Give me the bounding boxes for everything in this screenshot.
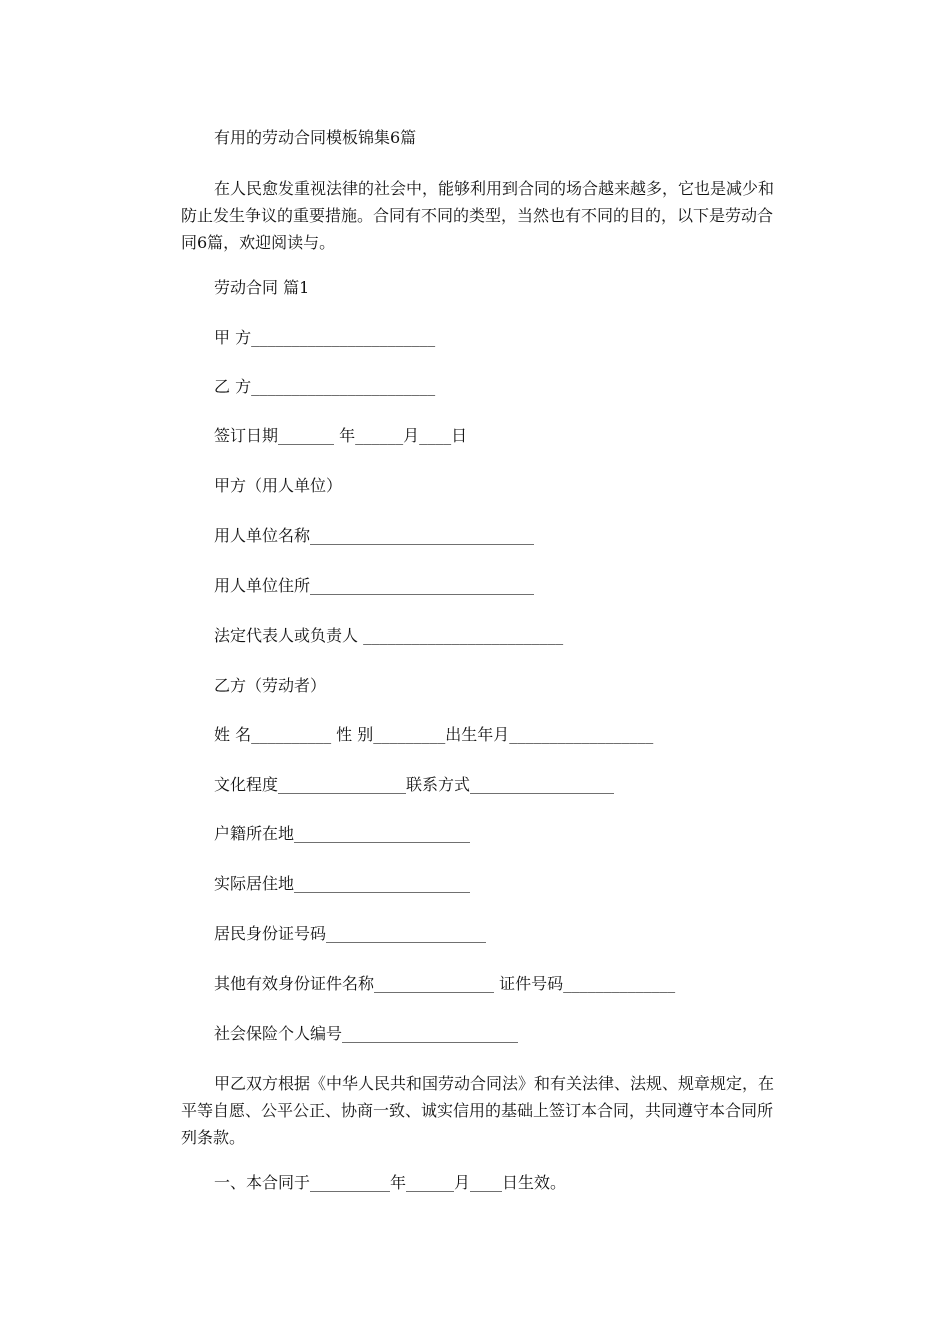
employee-name-gender-birth-field: 姓 名__________ 性 别_________出生年月__________________ bbox=[214, 725, 654, 744]
education-contact-field: 文化程度________________联系方式__________________ bbox=[214, 775, 615, 794]
clause-1: 一、本合同于__________年______月____日生效。 bbox=[214, 1173, 567, 1192]
household-registration-field: 户籍所在地______________________ bbox=[214, 824, 471, 843]
document-title: 有用的劳动合同模板锦集6篇 bbox=[214, 128, 417, 147]
employer-address-field: 用人单位住所____________________________ bbox=[214, 576, 535, 595]
sign-date-field: 签订日期_______ 年______月____日 bbox=[214, 426, 468, 445]
legal-representative-field: 法定代表人或负责人 _________________________ bbox=[214, 626, 564, 645]
section-heading: 劳动合同 篇1 bbox=[214, 278, 310, 297]
legal-basis-paragraph bbox=[181, 1070, 781, 1151]
party-b-field: 乙 方_______________________ bbox=[214, 377, 436, 396]
other-id-field: 其他有效身份证件名称_______________ 证件号码______________ bbox=[214, 974, 676, 993]
social-security-field: 社会保险个人编号______________________ bbox=[214, 1024, 519, 1043]
employer-name-field: 用人单位名称____________________________ bbox=[214, 526, 535, 545]
intro-paragraph bbox=[181, 175, 781, 256]
id-number-field: 居民身份证号码____________________ bbox=[214, 924, 487, 943]
employee-heading: 乙方（劳动者） bbox=[214, 676, 327, 695]
intro-text: 在人民愈发重视法律的社会中，能够利用到合同的场合越来越多，它也是减少和防止发生争议的重要措施。合同有不同的类型，当然也有不同的目的，以下是劳动合同6篇，欢迎阅读与。 bbox=[181, 179, 775, 252]
legal-basis-text: 甲乙双方根据《中华人民共和国劳动合同法》和有关法律、法规、规章规定，在平等自愿、公平公正、协商一致、诚实信用的基础上签订本合同，共同遵守本合同所列条款。 bbox=[181, 1074, 775, 1147]
employer-heading: 甲方（用人单位） bbox=[214, 476, 343, 495]
party-a-field: 甲 方_______________________ bbox=[214, 328, 436, 347]
actual-residence-field: 实际居住地______________________ bbox=[214, 874, 471, 893]
